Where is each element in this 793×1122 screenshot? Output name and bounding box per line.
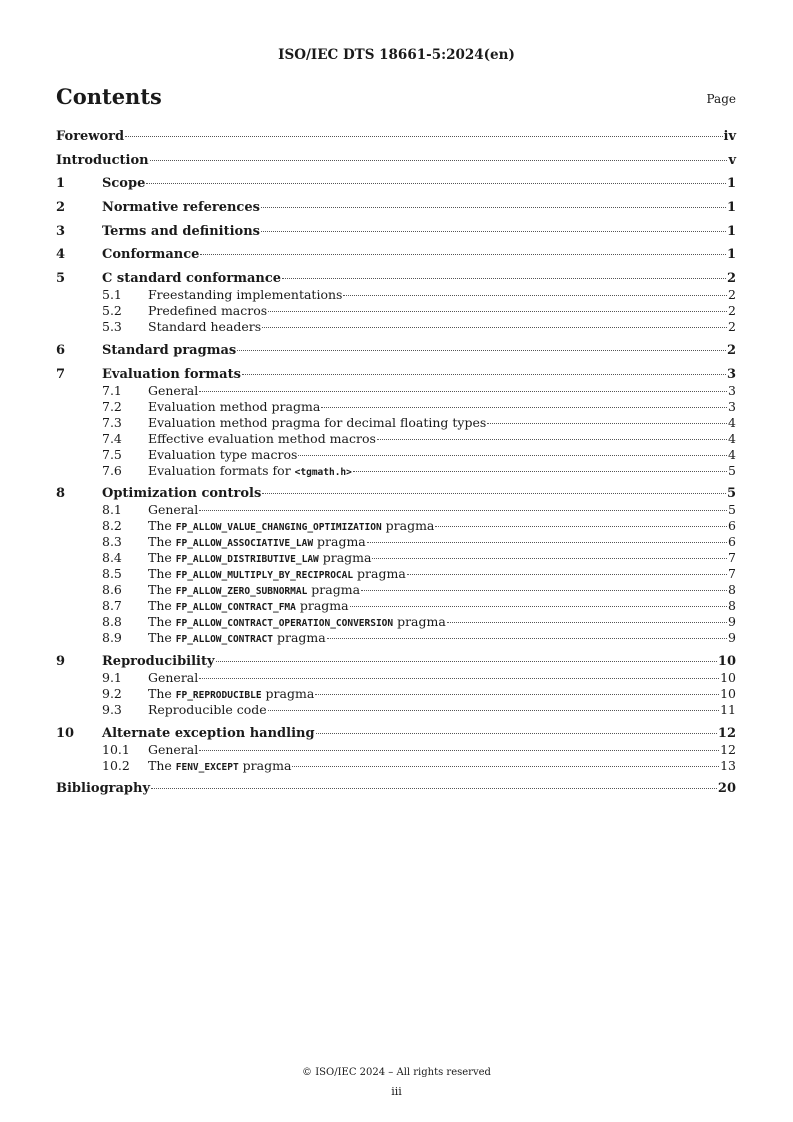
toc-entry[interactable] xyxy=(56,287,736,303)
toc-entry-page: 10 xyxy=(720,685,736,701)
toc-entry-page: 1 xyxy=(726,176,736,192)
toc-entry-text: The xyxy=(148,534,176,550)
toc-entry-page: 12 xyxy=(720,741,736,757)
toc-leader-dots xyxy=(321,407,727,408)
toc-entry-text: The xyxy=(148,630,176,646)
toc-entry-number: 7.2 xyxy=(102,398,122,414)
toc-entry-text: The xyxy=(148,757,176,773)
toc-entry-page: 4 xyxy=(728,446,736,462)
toc-entry[interactable] xyxy=(56,271,736,287)
toc-entry-page: 7 xyxy=(728,550,736,566)
toc-entry-text: Conformance xyxy=(102,247,200,263)
toc-entry[interactable] xyxy=(56,654,736,670)
toc-entry-text: pragma xyxy=(238,757,292,773)
toc-entry-number: 8.6 xyxy=(102,582,122,598)
toc-entry-text: pragma xyxy=(295,598,349,614)
toc-entry-text: pragma xyxy=(313,534,366,550)
toc-entry[interactable] xyxy=(56,582,736,598)
toc-entry-title xyxy=(148,287,342,303)
toc-leader-dots xyxy=(407,574,727,575)
toc-entry-text: Evaluation method pragma xyxy=(148,398,321,414)
toc-entry-title xyxy=(148,303,267,319)
toc-entry-page: 9 xyxy=(728,614,736,630)
toc-entry-text: pragma xyxy=(307,582,361,598)
table-of-contents xyxy=(56,129,736,797)
toc-entry[interactable] xyxy=(56,129,736,145)
toc-entry-title xyxy=(148,399,320,415)
toc-entry[interactable] xyxy=(56,486,736,502)
toc-entry-page: 9 xyxy=(728,630,736,646)
page-number: iii xyxy=(391,1085,402,1098)
toc-entry-code: FP_ALLOW_CONTRACT xyxy=(175,634,273,646)
toc-leader-dots xyxy=(199,678,719,679)
toc-entry-page: 5 xyxy=(728,502,736,518)
toc-leader-dots xyxy=(327,638,727,639)
toc-entry-page: 2 xyxy=(728,319,736,335)
toc-entry-text: The xyxy=(148,685,176,701)
toc-entry-title xyxy=(102,176,145,192)
toc-leader-dots xyxy=(261,231,726,232)
toc-entry[interactable] xyxy=(56,247,736,263)
toc-entry-title xyxy=(102,654,215,670)
toc-entry[interactable] xyxy=(56,415,736,431)
toc-entry-title xyxy=(148,630,326,648)
toc-entry[interactable] xyxy=(56,781,736,797)
toc-entry-number: 7.5 xyxy=(102,446,122,462)
toc-entry-number: 9.1 xyxy=(102,669,122,685)
toc-entry-text: Reproducible code xyxy=(148,701,267,717)
toc-leader-dots xyxy=(268,710,719,711)
toc-entry-text: General xyxy=(148,502,199,518)
toc-entry-number: 8.4 xyxy=(102,550,122,566)
toc-entry-text: Evaluation formats xyxy=(102,366,241,382)
toc-entry-number: 8.3 xyxy=(102,534,122,550)
toc-entry-text: Normative references xyxy=(102,200,260,216)
toc-leader-dots xyxy=(242,374,726,375)
toc-entry-number: 8.5 xyxy=(102,566,122,582)
copyright-notice: © ISO/IEC 2024 – All rights reserved xyxy=(302,1067,491,1078)
toc-entry-text: pragma xyxy=(318,550,372,566)
toc-leader-dots xyxy=(298,455,727,456)
toc-entry-title xyxy=(148,670,198,686)
toc-leader-dots xyxy=(367,542,727,543)
toc-entry-title xyxy=(148,383,198,399)
toc-entry-title xyxy=(148,463,352,481)
toc-entry[interactable] xyxy=(56,153,736,169)
toc-entry-code: FP_ALLOW_DISTRIBUTIVE_LAW xyxy=(175,554,319,566)
toc-entry[interactable] xyxy=(56,518,736,534)
document-header: ISO/IEC DTS 18661-5:2024(en) xyxy=(278,47,515,63)
toc-entry-text: Evaluation type macros xyxy=(148,446,298,462)
toc-entry-text: Introduction xyxy=(56,152,149,168)
toc-leader-dots xyxy=(343,295,727,296)
toc-entry-code: FP_ALLOW_MULTIPLY_BY_RECIPROCAL xyxy=(175,570,354,582)
toc-entry-text: The xyxy=(148,566,176,582)
toc-entry-title xyxy=(56,129,124,145)
toc-leader-dots xyxy=(282,278,726,279)
toc-entry-number: 7.6 xyxy=(102,462,122,478)
toc-entry-page: 1 xyxy=(726,247,736,263)
toc-entry-number: 5.3 xyxy=(102,319,122,335)
toc-entry-number: 7.4 xyxy=(102,430,122,446)
toc-entry-page: 3 xyxy=(728,382,736,398)
toc-entry-text: Bibliography xyxy=(56,781,151,797)
toc-leader-dots xyxy=(125,136,722,137)
toc-leader-dots xyxy=(353,471,727,472)
toc-entry-title xyxy=(56,153,149,169)
toc-entry-title xyxy=(148,415,486,431)
toc-entry-text: Effective evaluation method macros xyxy=(148,430,376,446)
toc-entry-number: 10.1 xyxy=(102,741,130,757)
toc-entry-title xyxy=(148,758,291,776)
toc-entry-text: pragma xyxy=(381,518,435,534)
toc-leader-dots xyxy=(261,207,726,208)
toc-leader-dots xyxy=(316,733,717,734)
toc-entry-text: Evaluation method pragma for decimal floating types xyxy=(148,414,487,430)
toc-entry-page: 3 xyxy=(728,398,736,414)
toc-entry-number: 6 xyxy=(56,342,66,358)
toc-entry-number: 9 xyxy=(56,653,66,669)
toc-leader-dots xyxy=(350,606,727,607)
toc-entry[interactable] xyxy=(56,534,736,550)
toc-entry-number: 9.3 xyxy=(102,701,122,717)
toc-entry-text: The xyxy=(148,518,176,534)
toc-leader-dots xyxy=(216,661,717,662)
toc-entry[interactable] xyxy=(56,502,736,518)
toc-entry-page: 2 xyxy=(726,342,736,358)
toc-entry-number: 10 xyxy=(56,725,75,741)
toc-leader-dots xyxy=(262,493,726,494)
toc-entry-number: 8 xyxy=(56,486,66,502)
toc-entry-title xyxy=(148,742,198,758)
toc-entry-code: FENV_EXCEPT xyxy=(175,761,239,773)
toc-entry-title xyxy=(148,502,198,518)
toc-entry-number: 8.9 xyxy=(102,630,122,646)
toc-entry-number: 5.2 xyxy=(102,303,122,319)
toc-leader-dots xyxy=(199,510,727,511)
toc-leader-dots xyxy=(487,423,727,424)
toc-entry[interactable] xyxy=(56,343,736,359)
toc-entry[interactable] xyxy=(56,686,736,702)
toc-entry-title xyxy=(102,367,241,383)
toc-entry[interactable] xyxy=(56,383,736,399)
toc-entry-code: FP_REPRODUCIBLE xyxy=(175,689,262,701)
toc-entry-text: Predefined macros xyxy=(148,303,268,319)
toc-entry[interactable] xyxy=(56,367,736,383)
toc-entry-text: The xyxy=(148,550,176,566)
toc-entry-text: Evaluation formats for xyxy=(148,462,295,478)
toc-entry-text: Standard pragmas xyxy=(102,342,237,358)
toc-entry[interactable] xyxy=(56,742,736,758)
toc-entry-title xyxy=(102,247,199,263)
toc-entry-text: C standard conformance xyxy=(102,271,282,287)
toc-entry-title xyxy=(102,224,260,240)
toc-leader-dots xyxy=(150,160,728,161)
toc-leader-dots xyxy=(315,694,719,695)
toc-entry-text: Scope xyxy=(102,176,146,192)
toc-entry-text: Alternate exception handling xyxy=(102,725,315,741)
toc-entry-page: 10 xyxy=(717,653,736,669)
toc-entry[interactable] xyxy=(56,447,736,463)
toc-entry-text: General xyxy=(148,741,199,757)
toc-entry[interactable] xyxy=(56,614,736,630)
toc-entry[interactable] xyxy=(56,319,736,335)
toc-entry[interactable] xyxy=(56,550,736,566)
toc-entry-number: 8.2 xyxy=(102,518,122,534)
toc-leader-dots xyxy=(199,750,719,751)
toc-entry-text: pragma xyxy=(273,630,326,646)
toc-entry-title xyxy=(148,319,261,335)
toc-entry-page: 11 xyxy=(720,701,736,717)
toc-leader-dots xyxy=(377,439,727,440)
toc-entry[interactable] xyxy=(56,176,736,192)
toc-entry-text: The xyxy=(148,614,176,630)
toc-entry-number: 5 xyxy=(56,271,66,287)
toc-entry-number: 1 xyxy=(56,176,66,192)
toc-entry-page: 3 xyxy=(726,366,736,382)
toc-entry[interactable] xyxy=(56,463,736,479)
toc-entry-text: The xyxy=(148,582,176,598)
toc-entry-page: 20 xyxy=(717,781,736,797)
toc-entry-text: Freestanding implementations xyxy=(148,287,343,303)
toc-entry-page: 6 xyxy=(728,518,736,534)
toc-entry-code: FP_ALLOW_VALUE_CHANGING_OPTIMIZATION xyxy=(175,522,382,534)
toc-entry-page: 1 xyxy=(726,223,736,239)
toc-entry-page: 5 xyxy=(726,486,736,502)
toc-leader-dots xyxy=(447,622,727,623)
toc-entry-title xyxy=(102,343,236,359)
toc-entry[interactable] xyxy=(56,303,736,319)
toc-entry-number: 8.1 xyxy=(102,502,122,518)
toc-entry[interactable] xyxy=(56,670,736,686)
toc-leader-dots xyxy=(151,788,717,789)
toc-entry-text: General xyxy=(148,669,199,685)
toc-entry-title xyxy=(148,702,267,718)
toc-entry-page: 4 xyxy=(728,414,736,430)
toc-entry-title xyxy=(148,431,376,447)
toc-entry-text: Foreword xyxy=(56,129,125,144)
toc-entry-code: FP_ALLOW_CONTRACT_FMA xyxy=(175,602,296,614)
toc-entry[interactable] xyxy=(56,200,736,216)
toc-entry-number: 2 xyxy=(56,200,66,216)
toc-entry[interactable] xyxy=(56,702,736,718)
toc-entry-page: v xyxy=(728,152,736,168)
toc-entry-code: <tgmath.h> xyxy=(294,466,352,478)
toc-entry-code: FP_ALLOW_CONTRACT_OPERATION_CONVERSION xyxy=(175,618,394,630)
toc-entry-number: 8.8 xyxy=(102,614,122,630)
toc-entry[interactable] xyxy=(56,399,736,415)
toc-entry[interactable] xyxy=(56,224,736,240)
toc-entry-number: 3 xyxy=(56,223,66,239)
toc-entry-code: FP_ALLOW_ASSOCIATIVE_LAW xyxy=(175,538,314,550)
toc-entry-text: Standard headers xyxy=(148,319,262,335)
toc-entry-page: 2 xyxy=(728,287,736,303)
contents-title: Contents xyxy=(56,84,162,109)
toc-entry-page: 10 xyxy=(720,669,736,685)
toc-entry-title xyxy=(148,447,297,463)
toc-entry-number: 10.2 xyxy=(102,757,130,773)
toc-entry-page: iv xyxy=(723,129,736,144)
toc-entry-page: 6 xyxy=(728,534,736,550)
toc-entry-page: 7 xyxy=(728,566,736,582)
toc-entry-number: 4 xyxy=(56,247,66,263)
toc-entry-page: 4 xyxy=(728,430,736,446)
toc-entry-title xyxy=(102,271,281,287)
toc-leader-dots xyxy=(361,590,727,591)
toc-leader-dots xyxy=(200,254,726,255)
toc-entry-number: 8.7 xyxy=(102,598,122,614)
toc-entry-page: 13 xyxy=(720,757,736,773)
toc-entry[interactable] xyxy=(56,598,736,614)
toc-entry[interactable] xyxy=(56,566,736,582)
toc-leader-dots xyxy=(146,183,726,184)
toc-entry-page: 12 xyxy=(717,725,736,741)
toc-entry-number: 7.1 xyxy=(102,382,122,398)
toc-entry-title xyxy=(102,486,261,502)
toc-entry-number: 5.1 xyxy=(102,287,122,303)
toc-entry-page: 8 xyxy=(728,582,736,598)
toc-entry-text: pragma xyxy=(261,685,315,701)
toc-entry-page: 2 xyxy=(726,271,736,287)
toc-entry[interactable] xyxy=(56,726,736,742)
toc-leader-dots xyxy=(292,766,719,767)
toc-leader-dots xyxy=(268,311,727,312)
toc-leader-dots xyxy=(237,350,726,351)
toc-entry-text: General xyxy=(148,382,199,398)
toc-entry-title xyxy=(102,200,260,216)
toc-leader-dots xyxy=(199,391,727,392)
toc-entry-text: The xyxy=(148,598,176,614)
toc-leader-dots xyxy=(262,327,727,328)
toc-entry-text: pragma xyxy=(393,614,446,630)
toc-entry-number: 7.3 xyxy=(102,414,122,430)
toc-entry[interactable] xyxy=(56,758,736,774)
toc-entry-page: 5 xyxy=(728,462,736,478)
toc-entry[interactable] xyxy=(56,630,736,646)
toc-leader-dots xyxy=(435,526,727,527)
toc-entry-title xyxy=(102,726,315,742)
toc-entry[interactable] xyxy=(56,431,736,447)
toc-leader-dots xyxy=(372,558,727,559)
toc-entry-text: pragma xyxy=(353,566,406,582)
toc-entry-text: Terms and definitions xyxy=(102,223,260,239)
toc-entry-page: 1 xyxy=(726,200,736,216)
toc-entry-text: Reproducibility xyxy=(102,653,215,669)
toc-entry-text: Optimization controls xyxy=(102,486,262,502)
toc-entry-code: FP_ALLOW_ZERO_SUBNORMAL xyxy=(175,586,308,598)
page-column-label: Page xyxy=(706,92,736,106)
toc-entry-number: 7 xyxy=(56,366,66,382)
toc-entry-number: 9.2 xyxy=(102,685,122,701)
toc-entry-page: 8 xyxy=(728,598,736,614)
toc-entry-title xyxy=(56,781,150,797)
toc-entry-page: 2 xyxy=(728,303,736,319)
